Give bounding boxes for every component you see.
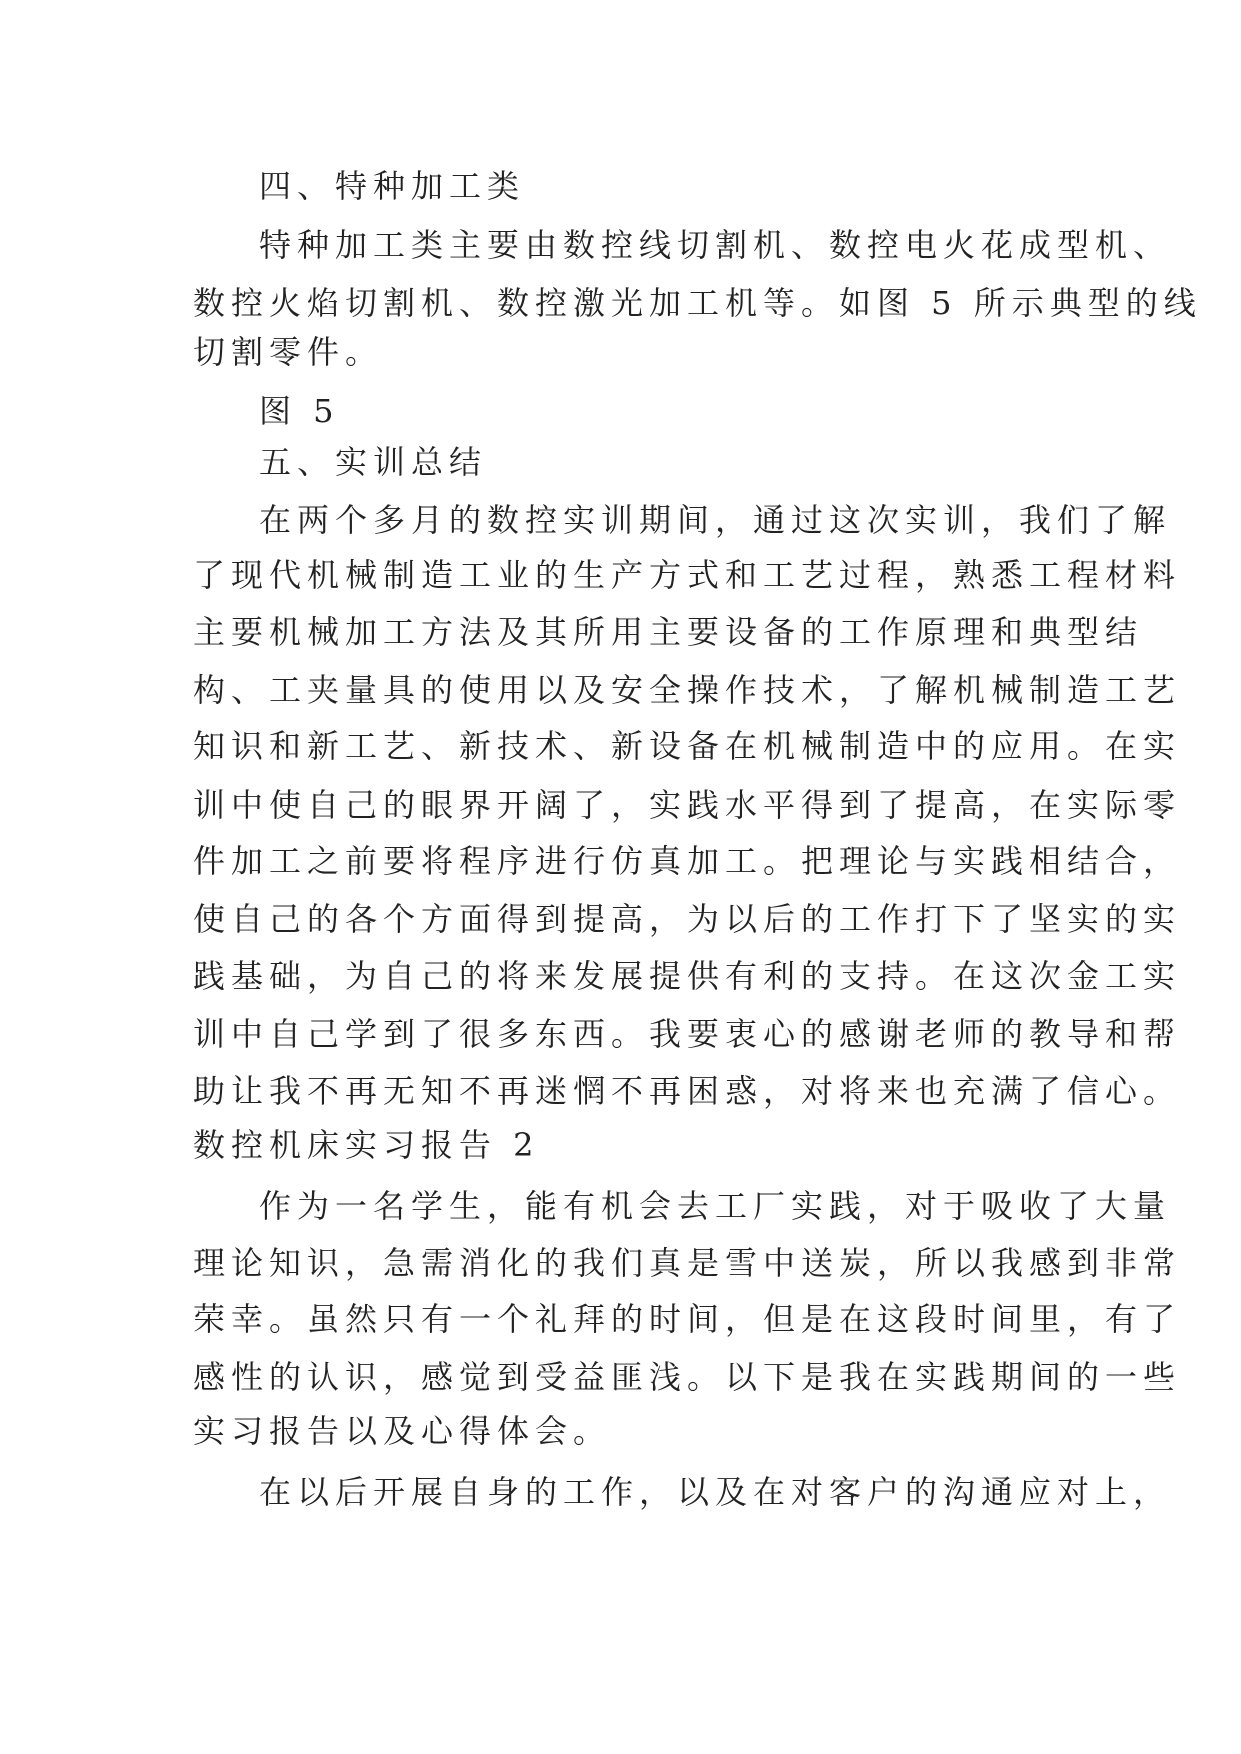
paragraph-line: 践基础，为自己的将来发展提供有利的支持。在这次金工实 — [193, 957, 1182, 995]
paragraph-line: 训中使自己的眼界开阔了，实践水平得到了提高，在实际零 — [193, 786, 1182, 824]
paragraph-line: 构、工夹量具的使用以及安全操作技术，了解机械制造工艺 — [193, 671, 1182, 709]
figure-caption: 图 5 — [259, 392, 340, 430]
paragraph-line: 作为一名学生，能有机会去工厂实践，对于吸收了大量 — [259, 1187, 1172, 1225]
paragraph-line: 使自己的各个方面得到提高，为以后的工作打下了坚实的实 — [193, 900, 1182, 938]
paragraph-line: 助让我不再无知不再迷惘不再困惑，对将来也充满了信心。 — [193, 1072, 1182, 1110]
section-heading-special-machining: 四、特种加工类 — [259, 167, 526, 205]
paragraph-line: 特种加工类主要由数控线切割机、数控电火花成型机、 — [259, 226, 1172, 264]
paragraph-line: 理论知识，急需消化的我们真是雪中送炭，所以我感到非常 — [193, 1244, 1182, 1282]
report-title: 数控机床实习报告 2 — [193, 1126, 540, 1164]
paragraph-line: 数控火焰切割机、数控激光加工机等。如图 5 所示典型的线 — [193, 284, 1202, 322]
paragraph-line: 荣幸。虽然只有一个礼拜的时间，但是在这段时间里，有了 — [193, 1300, 1182, 1338]
section-heading-training-summary: 五、实训总结 — [259, 443, 488, 481]
paragraph-line: 在以后开展自身的工作，以及在对客户的沟通应对上， — [259, 1473, 1172, 1511]
paragraph-line: 训中自己学到了很多东西。我要衷心的感谢老师的教导和帮 — [193, 1015, 1182, 1053]
paragraph-line: 主要机械加工方法及其所用主要设备的工作原理和典型结 — [193, 613, 1144, 651]
paragraph-line: 了现代机械制造工业的生产方式和工艺过程，熟悉工程材料 — [193, 556, 1182, 594]
paragraph-line: 实习报告以及心得体会。 — [193, 1412, 612, 1450]
paragraph-line: 在两个多月的数控实训期间，通过这次实训，我们了解 — [259, 501, 1172, 539]
paragraph-line: 切割零件。 — [193, 333, 384, 371]
paragraph-line: 感性的认识，感觉到受益匪浅。以下是我在实践期间的一些 — [193, 1358, 1182, 1396]
paragraph-line: 件加工之前要将程序进行仿真加工。把理论与实践相结合， — [193, 842, 1182, 880]
paragraph-line: 知识和新工艺、新技术、新设备在机械制造中的应用。在实 — [193, 727, 1182, 765]
